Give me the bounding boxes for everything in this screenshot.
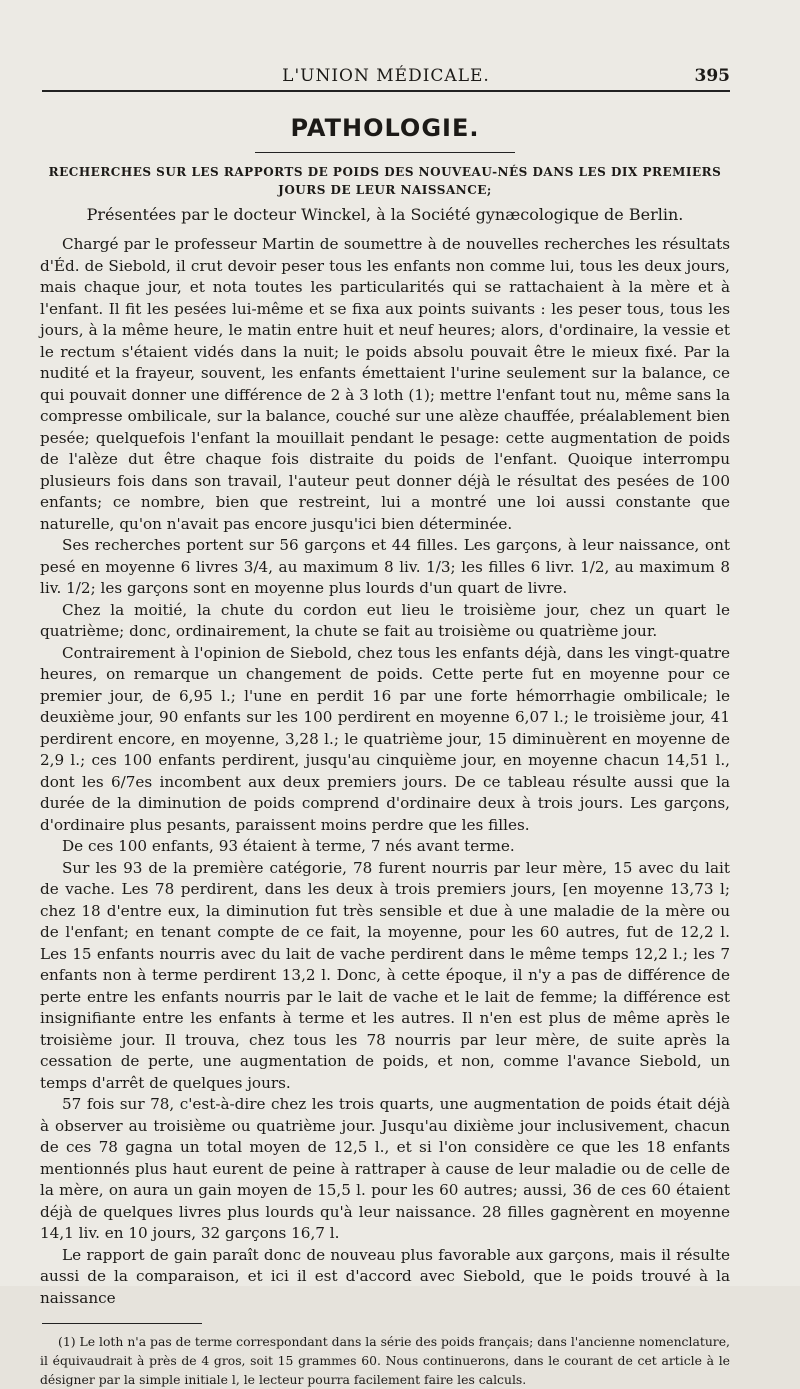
paragraph: De ces 100 enfants, 93 étaient à terme, 7 nés avant terme. [62,837,515,855]
page-number: 395 [694,66,730,86]
paragraph: Contrairement à l'opinion de Siebold, chez tous les enfants déjà, dans les vingt-quatre heures, on remarque un changement de poids. Cette perte fut en moyenne pour ce premier jour, de 6,95 l.; l'une en perdit 16 par une forte hémorrhagie ombilicale; le deuxième jour, 90 enfants sur les 100 perdirent en moyenne 6,07 l.; le troisième jour, 41 perdirent encore, en moyenne, 3,28 l.; le quatrième jour, 15 diminuèrent en moyenne de 2,9 l.; ces 100 enfants perdirent, jusqu'au cinquième jour, en moyenne chacun 14,51 l., dont les 6/7es incombent aux deux premiers jours. De ce tableau résulte aussi que la durée de la diminution de poids comprend d'ordinaire deux à trois jours. Les garçons, d'ordinaire plus pesants, paraissent moins perdre que les filles. [40,643,730,834]
footnote-divider [42,1323,202,1324]
article-byline: Présentées par le docteur Winckel, à la Société gynæcologique de Berlin. [86,205,684,224]
section-title: PATHOLOGIE. [290,114,480,142]
footnote: (1) Le loth n'a pas de terme correspondant dans la série des poids français; dans l'ancienne nomenclature, il équivaudrait à près de 4 gros, soit 15 grammes 60. Nous continuerons, dans le courant de cet article à le désigner par la simple initiale l, le lecteur pourra facilement faire les calculs. [40,1334,730,1387]
paragraph: Chez la moitié, la chute du cordon eut lieu le troisième jour, chez un quart le quatrième; donc, ordinairement, la chute se fait au troisième ou quatrième jour. [40,600,730,640]
paragraph: 57 fois sur 78, c'est-à-dire chez les trois quarts, une augmentation de poids était déjà à observer au troisième ou quatrième jour. Jusqu'au dixième jour inclusivement, chacun de ces 78 gagna un total moyen de 12,5 l., et si l'on considère ce que les 18 enfants mentionnés plus haut eurent de peine à rattraper à cause de leur maladie ou de celle de la mère, on aura un gain moyen de 15,5 l. pour les 60 autres; aussi, 36 de ces 60 étaient déjà de quelques livres plus lourds qu'à leur naissance. 28 filles gagnèrent en moyenne 14,1 liv. en 10 jours, 32 garçons 16,7 l. [40,1095,730,1242]
article-body [40,234,730,1309]
article-title: RECHERCHES SUR LES RAPPORTS DE POIDS DES NOUVEAU-NÉS DANS LES DIX PREMIERS JOURS DE LEUR NAISSANCE; [48,165,722,197]
paragraph: Sur les 93 de la première catégorie, 78 furent nourris par leur mère, 15 avec du lait de vache. Les 78 perdirent, dans les deux à trois premiers jours, [en moyenne 13,73 l; chez 18 d'entre eux, la diminution fut très sensible et due à une maladie de la mère ou de l'enfant; en tenant compte de ce fait, la moyenne, pour les 60 autres, fut de 12,2 l. Les 15 enfants nourris avec du lait de vache perdirent dans le même temps 12,2 l.; les 7 enfants non à terme perdirent 13,2 l. Donc, à cette époque, il n'y a pas de différence de perte entre les enfants nourris par le lait de vache et le lait de femme; la différence est insignifiante entre les enfants à terme et les autres. Il n'en est plus de même après le troisième jour. Il trouva, chez tous les 78 nourris par leur mère, de suite après la cessation de perte, une augmentation de poids, et non, comme l'avance Siebold, un temps d'arrêt de quelques jours. [40,858,730,1092]
paragraph: Chargé par le professeur Martin de soumettre à de nouvelles recherches les résultats d'Éd. de Siebold, il crut devoir peser tous les enfants non comme lui, tous les deux jours, mais chaque jour, et nota toutes les particularités qui se rattachaient à la mère et à l'enfant. Il fit les pesées lui-même et se fixa aux points suivants : les peser tous, tous les jours, à la même heure, le matin entre huit et neuf heures; alors, d'ordinaire, la vessie et le rectum s'étaient vidés dans la nuit; le poids absolu pouvait être le mieux fixé. Par la nudité et la frayeur, souvent, les enfants émettaient l'urine seulement sur la balance, ce qui pouvait donner une différence de 2 à 3 loth (1); mettre l'enfant tout nu, même sans la compresse ombilicale, sur la balance, couché sur une alèze chauffée, préalablement bien pesée; quelquefois l'enfant la mouillait pendant le pesage: cette augmentation de poids de l'alèze dut être chaque fois distraite du poids de l'enfant. Quoique interrompu plusieurs fois dans son travail, l'auteur peut donner déjà le résultat des pesées de 100 enfants; ce nombre, bien que restreint, lui a montré une loi aussi constante que naturelle, qu'on n'avait pas encore jusqu'ici bien déterminée. [40,235,730,533]
paragraph: Ses recherches portent sur 56 garçons et 44 filles. Les garçons, à leur naissance, ont pesé en moyenne 6 livres 3/4, au maximum 8 liv. 1/3; les filles 6 livr. 1/2, au maximum 8 liv. 1/2; les garçons sont en moyenne plus lourds d'un quart de livre. [40,536,730,597]
page-header [42,60,730,92]
running-title: L'UNION MÉDICALE. [282,66,490,86]
title-divider [255,152,515,153]
paragraph: Le rapport de gain paraît donc de nouveau plus favorable aux garçons, mais il résulte aussi de la comparaison, et ici il est d'accord avec Siebold, que le poids trouvé à la naissance [40,1245,730,1307]
